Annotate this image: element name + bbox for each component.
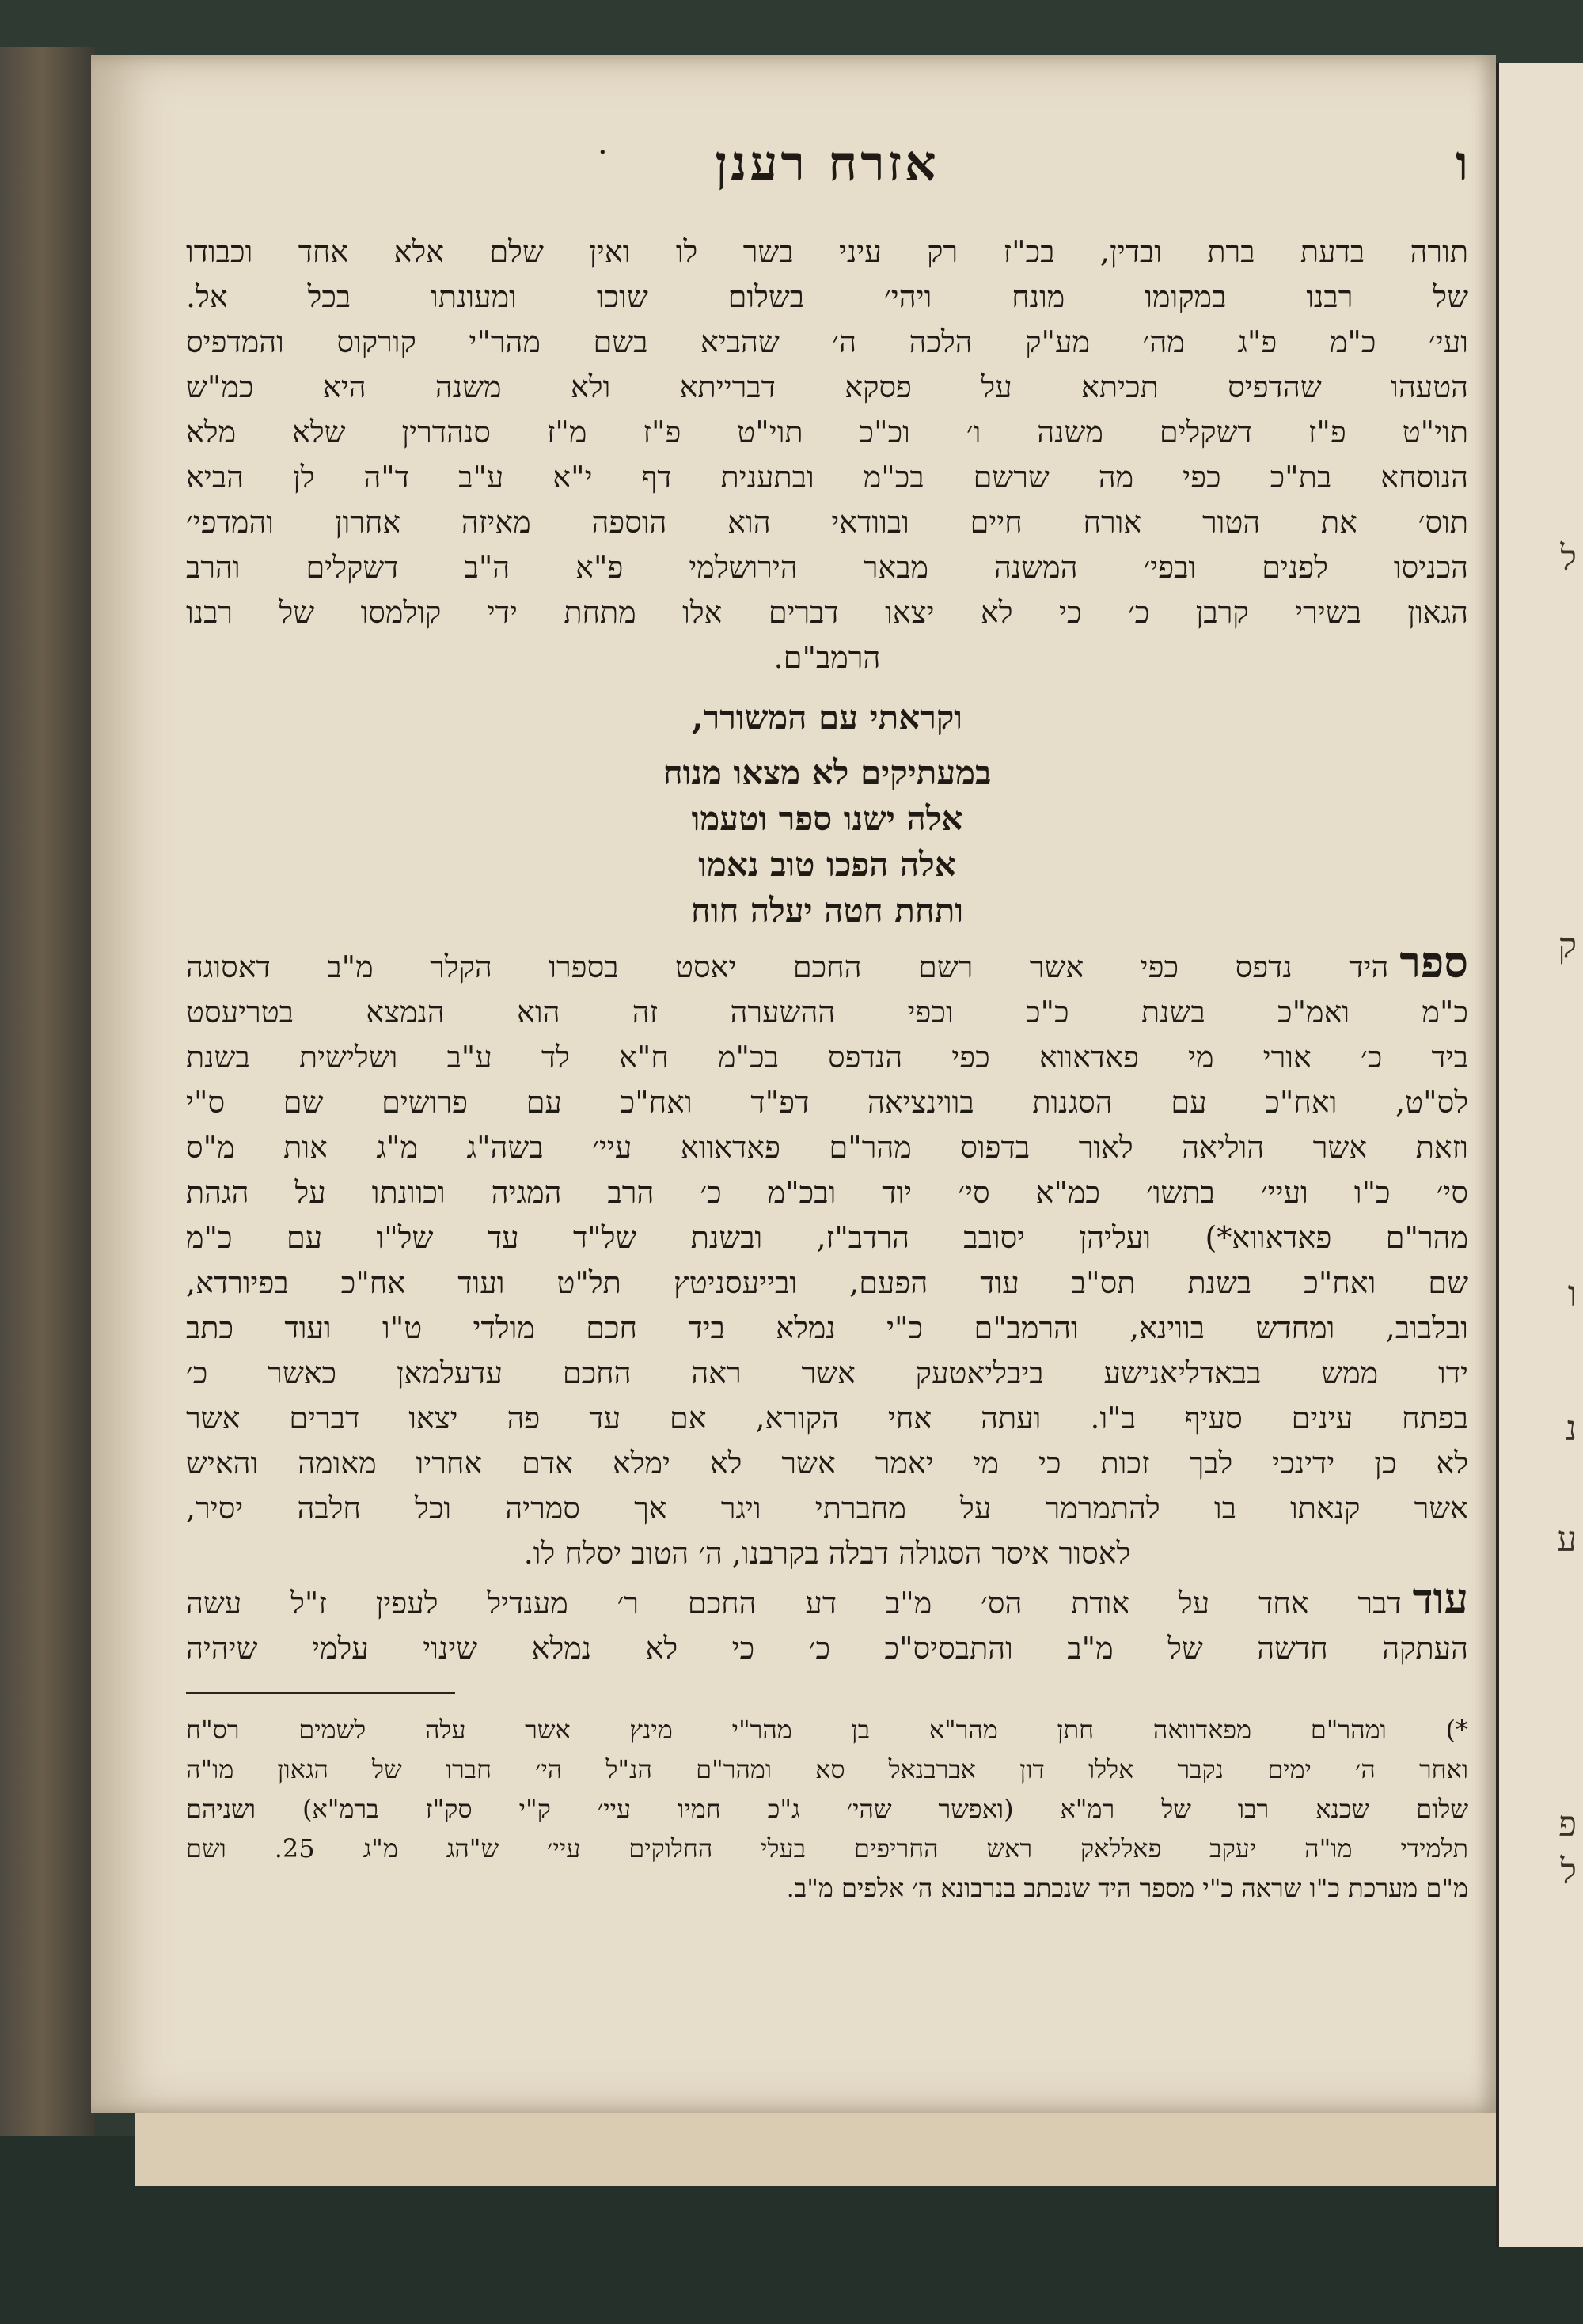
text-line: תוי"ט פ"ז דשקלים משנה ו׳ וכ"כ תוי"ט פ"ז מ"ז סנהדרין שלא מלא [186,415,1468,449]
footnote-line: *) ומהר"ם מפאדוואה חתן מהר"א בן מהר"י מינץ אשר עלה לשמים רס"ח [186,1715,1468,1745]
poem-line: במעתיקים לא מצאו מנוח [662,753,992,792]
text-line: ובלבוב, ומחדש בווינא, והרמב"ם כ"י נמלא ביד חכם מולדי ט"ו ועוד כתב [186,1310,1468,1345]
facing-page-fragment: נ [1565,1408,1577,1449]
footnote-rule [186,1692,455,1694]
text-line: תוס׳ את הטור אורח חיים ובוודאי הוא הוספה מאיזה אחרון והמדפי׳ [186,505,1468,540]
text-line: שם ואח"כ בשנת תס"ב עוד הפעם, ובייעסניטץ תל"ט ועוד אח"כ בפיורדא, [186,1265,1468,1300]
facing-page-fragment: פ [1558,1804,1577,1844]
text-line: העתקה חדשה של מ"ב והתבסיס"כ כ׳ כי לא נמלא שינוי עלמי שיהיה [186,1631,1468,1666]
text-line: הטעהו שהדפיס תכיתא על פסקא דברייתא ולא משנה היא כמ"ש [186,370,1468,404]
text-line: הנוסחא בת"כ כפי מה שרשם בכ"מ ובתענית דף י"א ע"ב ד"ה לן הביא [186,460,1468,495]
facing-page-fragment: ק [1558,926,1577,966]
section-3 [186,1576,1468,1671]
poem-line: אלה ישנו ספר וטעמו [691,799,963,838]
footnotes [186,1710,1468,1908]
poem-line: אלה הפכו טוב נאמו [698,845,956,884]
facing-page [1496,63,1583,2247]
text-line: הכניסו לפנים ובפי׳ המשנה מבאר הירושלמי פ"א ה"ב דשקלים והרב [186,550,1468,585]
text-line: לס"ט, ואח"כ עם הסגנות בווינציאה דפ"ד ואח"כ עם פרושים שם ס"י [186,1085,1468,1120]
facing-page-fragment: ו [1567,1274,1577,1314]
facing-page-fragment: ל [1560,1852,1577,1892]
poem-line: ותחת חטה יעלה חוח [690,891,964,930]
page-text-block [186,135,1468,1908]
running-title: אזרח רענן [715,135,940,192]
text-line: סי׳ כ"ו ועיי׳ בתשו׳ כמ"א סי׳ יוד ובכ"מ כ׳ הרב המגיה וכוונתו על הגהת [186,1175,1468,1210]
text-line: מהר"ם פאדאווא*) ועליהן יסובב הרדב"ז, ובשנת של"ד עד של"ו עם כ"מ [186,1220,1468,1255]
poem [186,750,1468,934]
text-line [186,940,1468,990]
book-page [91,55,1496,2113]
text-line: ידו ממש בבאדליאנישע ביבליאטעק אשר ראה החכם עדעלמאן כאשר כ׳ [186,1355,1468,1390]
lead-word: עוד [1412,1576,1468,1624]
ornament-dot-icon: · [598,135,608,171]
text-line-rest: דבר אחד על אודת הס׳ מ"ב דע החכם ר׳ מענדיל לעפין ז"ל עשה [186,1586,1402,1621]
footnote-line: תלמידי מו"ה יעקב פאללאק ראש החריפים בעלי החלוקים עיי׳ ש"הג מ"ג 25. ושם [186,1833,1468,1863]
footnote-line: ואחר ה׳ ימים נקבר אללו דון אברבנאל סא ומהר"ם הנ"ל הי׳ חברו של הגאון מו"ה [186,1754,1468,1784]
text-line: ועי׳ כ"מ פ"ג מה׳ מע"ק הלכה ה׳ שהביא בשם מהר"י קורקוס והמדפיס [186,324,1468,359]
running-head [186,135,1468,229]
footnote-line: שלום שכנא רבו של רמ"א (ואפשר שהי׳ ג"כ חמיו עיי׳ ק"י סק"ז ברמ"א) ושניהם [186,1794,1468,1824]
facing-page-fragment: ל [1560,538,1577,578]
text-line: תורה בדעת ברת ובדין, בכ"ז רק עיני בשר לו ואין שלם אלא אחד וכבודו [186,234,1468,269]
text-line: כ"מ ואמ"כ בשנת כ"כ וכפי ההשערה זה הוא הנמצא בטריעסט [186,995,1468,1029]
text-line: לאסור איסר הסגולה דבלה בקרבנו, ה׳ הטוב יסלח לו. [523,1536,1131,1571]
text-line: ביד כ׳ אורי מי פאדאווא כפי הנדפס בכ"מ ח"א לד ע"ב ושלישית בשנת [186,1040,1468,1075]
text-line: לא כן ידינכי לבך זכות כי מי יאמר אשר לא ימלא אדם אחריו מאומה והאיש [186,1446,1468,1480]
text-line: בפתח עינים סעיף ב"ו. ועתה אחי הקורא, אם עד פה יצאו דברים אשר [186,1401,1468,1435]
text-line: של רבנו במקומו מונח ויהי׳ בשלום שוכו ומעונתו בכל אל. [186,279,1468,314]
page-number: ו [1456,135,1468,192]
text-line: אשר קנאתו בו להתמרמר על מחברתי ויגר אך סמריה וכל חלבה יסיר, [186,1491,1468,1526]
facing-page-fragment: ע [1557,1519,1577,1560]
lead-word: ספר [1399,940,1468,988]
cover-spine-edge [0,47,95,2184]
text-line [186,1576,1468,1626]
poem-intro: וקראתי עם המשורר, [691,698,963,737]
text-line: וזאת אשר הוליאה לאור בדפוס מהר"ם פאדאווא עיי׳ בשה"ג מ"ג אות מ"ס [186,1130,1468,1165]
text-line: הגאון בשירי קרבן כ׳ כי לא יצאו דברים אלו מתחת ידי קולמסו של רבנו [186,595,1468,630]
text-line-rest: היד נדפס כפי אשר רשם החכם יאסט בספרו הקלר מ"ב דאסוגה [186,950,1389,984]
text-line: הרמב"ם. [773,640,881,675]
section-1 [186,229,1468,681]
section-2 [186,940,1468,1576]
footnote-line: מ"ם מערכת כ"ו שראה כ"י מספר היד שנכתב בנרבונא ה׳ אלפים מ"ב. [786,1873,1468,1903]
